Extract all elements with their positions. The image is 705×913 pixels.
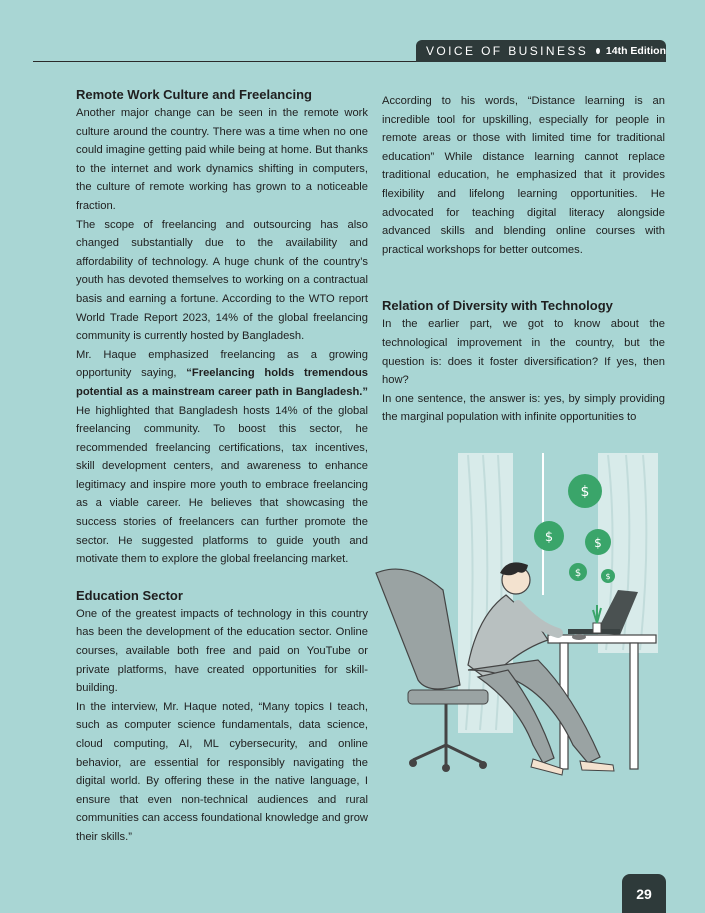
left-column xyxy=(76,86,368,847)
right-column xyxy=(382,92,665,427)
freelancer-illustration xyxy=(368,445,668,790)
money-coin-icon xyxy=(601,569,615,583)
bullet-icon xyxy=(596,48,600,54)
text: Mr. Haque emphasized freelancing as a growing opportunity saying, xyxy=(76,348,368,380)
bold-quote: “Freelancing holds tremendous potential as a mainstream career path in Bangladesh.” xyxy=(76,367,368,398)
section-heading-education: Education Sector xyxy=(76,587,183,603)
desk-top xyxy=(548,635,656,643)
svg-text:$: $ xyxy=(580,484,590,500)
money-coin-icon xyxy=(568,474,602,508)
paragraph: In the interview, Mr. Haque noted, “Many topics I teach, such as computer science fundamentals, data science, cloud computing, AI, ML cybersecurity, and online behavior, are essential for responsibly navigating the digital world. By offering these in the native language, I ensure that even non-technical audiences and rural communities can access foundational knowledge and grow their skills.” xyxy=(76,700,368,843)
edition-label: 14th Edition xyxy=(605,45,666,57)
money-coin-icon xyxy=(534,521,564,551)
svg-text:$: $ xyxy=(594,536,602,550)
paragraph: The scope of freelancing and outsourcing has also changed substantially due to the availability and affordability of technology. A huge chunk of the country’s youth has devoted themselves to working on a contractual basis and earning a fortune. According to the WTO report World Trade Report 2023, 14% of the global freelancing community is currently hosted by Bangladesh. xyxy=(76,218,368,343)
svg-text:$: $ xyxy=(574,568,582,579)
publication-header xyxy=(416,40,666,62)
svg-text:$: $ xyxy=(605,572,611,581)
office-chair xyxy=(376,569,460,689)
publication-title: VOICE OF BUSINESS xyxy=(426,44,589,58)
section-heading-diversity: Relation of Diversity with Technology xyxy=(382,298,613,314)
paragraph: In one sentence, the answer is: yes, by simply providing the marginal population with infinite opportunities to xyxy=(382,392,665,424)
money-coin-icon xyxy=(585,529,611,555)
paragraph-haque-freelancing xyxy=(76,346,368,569)
money-coin-icon xyxy=(569,563,587,581)
paragraph: In the earlier part, we got to know about the technological improvement in the country, but the question is: does it foster diversification? If yes, then how? xyxy=(382,318,665,387)
paragraph: One of the greatest impacts of technology in this country has been the development of the education sector. Online courses, available both free and paid on YouTube or private platforms, have created opportunities for skill-building. xyxy=(76,607,368,695)
paragraph: According to his words, “Distance learning is an incredible tool for upskilling, especially for people in remote areas or those with limited time for traditional education” While distance learning cannot replace traditional education, he emphasized that it provides flexibility and lifelong learning opportunities. He advocated for teaching digital literacy alongside advanced skills and blending online courses with practical workshops for better outcomes. xyxy=(382,95,665,256)
section-heading-remote-work: Remote Work Culture and Freelancing xyxy=(76,87,312,102)
svg-text:$: $ xyxy=(544,530,554,545)
text: He highlighted that Bangladesh hosts 14% of the global freelancing community. To boost this sector, he recommended freelancing certifications, tax incentives, skill development centers, and awareness to enhance legitimacy and inspire more youth to embrace freelancing as a viable career. He believes that showcasing the success stories of freelancers can further promote the sector. He suggested platforms to guide youth and motivate them to explore the global freelancing market. xyxy=(76,404,368,566)
page-number: 29 xyxy=(622,874,666,913)
paragraph: Another major change can be seen in the remote work culture around the country. There was a time when no one could imagine getting paid while being at home. But thanks to the internet and work dynamics shifting in computers, the culture of remote working has grown to a noticeable fraction. xyxy=(76,107,368,212)
